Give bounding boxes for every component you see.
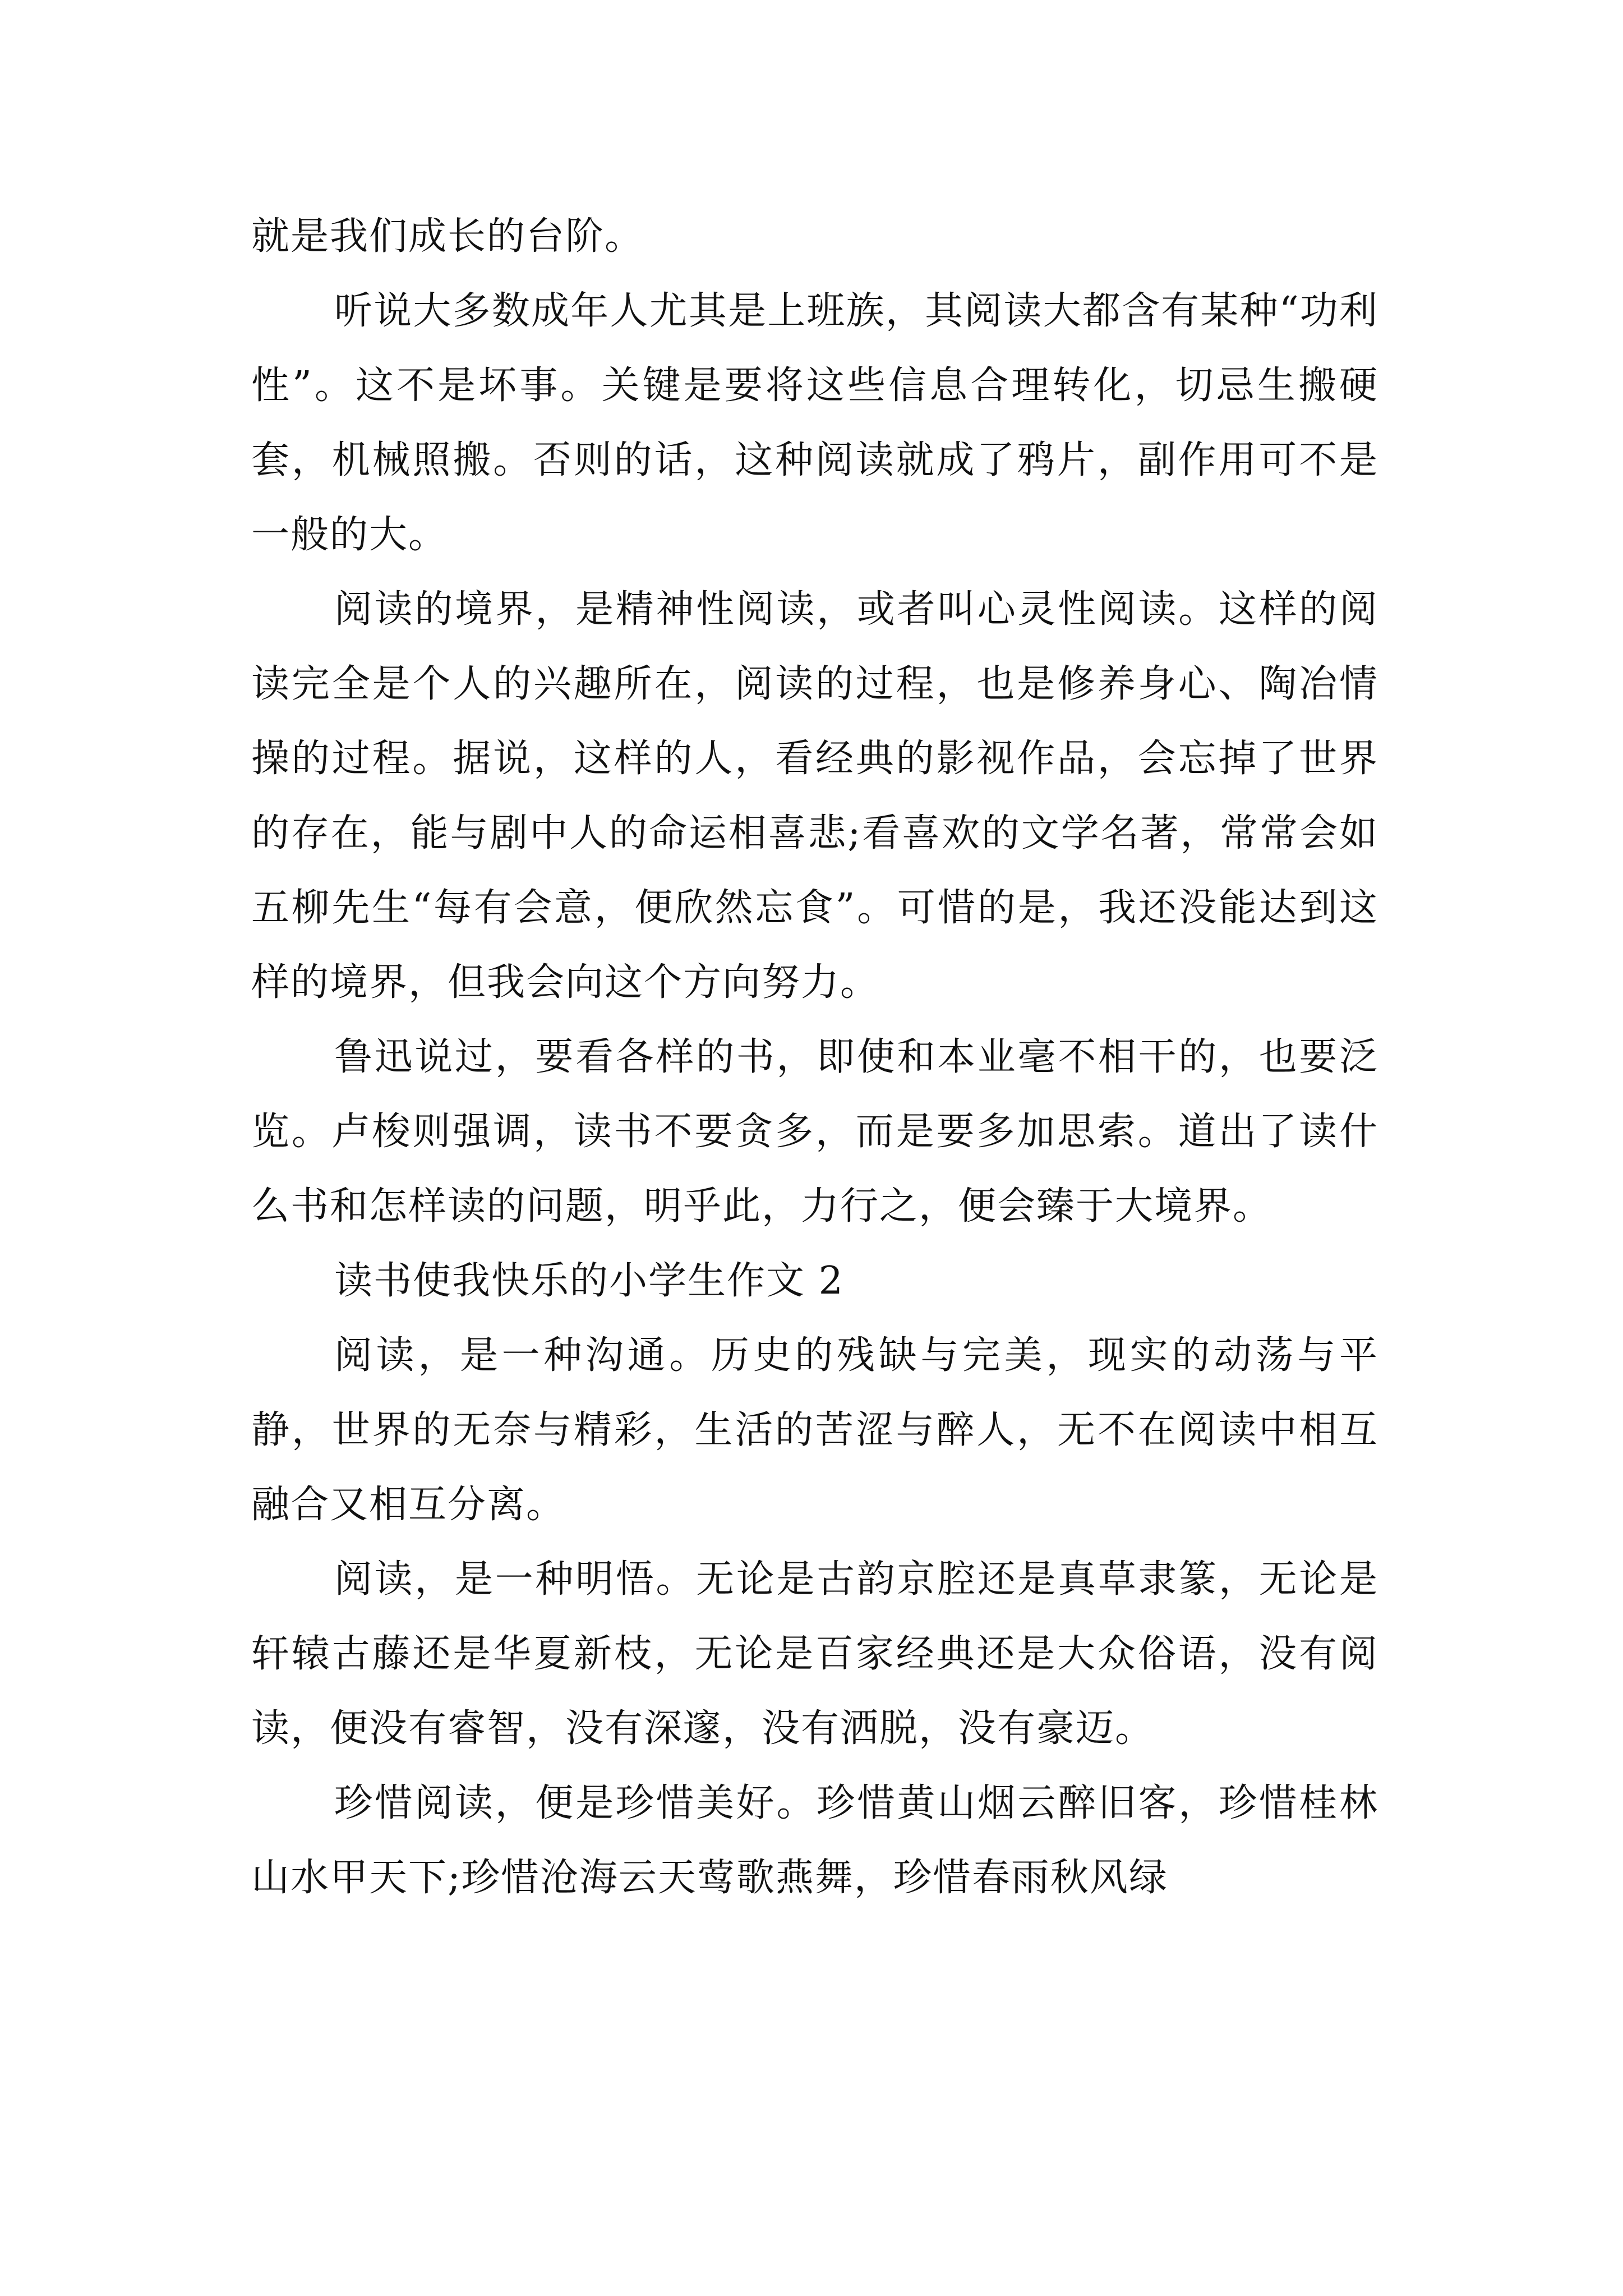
- section-heading: 读书使我快乐的小学生作文 2: [334, 1259, 844, 1303]
- paragraph: 听说大多数成年人尤其是上班族，其阅读大都含有某种“功利性”。这不是坏事。关键是要将这些信息合理转化，切忌生搬硬套，机械照搬。否则的话，这种阅读就成了鸦片，副作用可不是一般的大。: [251, 289, 1378, 557]
- paragraph: 阅读的境界，是精神性阅读，或者叫心灵性阅读。这样的阅读完全是个人的兴趣所在，阅读的过程，也是修养身心、陶冶情操的过程。据说，这样的人，看经典的影视作品，会忘掉了世界的存在，能与剧中人的命运相喜悲;看喜欢的文学名著，常常会如五柳先生“每有会意，便欣然忘食”。可惜的是，我还没能达到这样的境界，但我会向这个方向努力。: [251, 587, 1378, 1005]
- paragraph: 阅读，是一种沟通。历史的残缺与完美，现实的动荡与平静，世界的无奈与精彩，生活的苦涩与醉人，无不在阅读中相互融合又相互分离。: [251, 1333, 1378, 1527]
- document-body: [251, 199, 1378, 1915]
- paragraph: 阅读，是一种明悟。无论是古韵京腔还是真草隶篆，无论是轩辕古藤还是华夏新枝，无论是百家经典还是大众俗语，没有阅读，便没有睿智，没有深邃，没有洒脱，没有豪迈。: [251, 1557, 1378, 1751]
- paragraph: 鲁迅说过，要看各样的书，即使和本业毫不相干的，也要泛览。卢梭则强调，读书不要贪多，而是要多加思索。道出了读什么书和怎样读的问题，明乎此，力行之，便会臻于大境界。: [251, 1035, 1378, 1228]
- paragraph: 珍惜阅读，便是珍惜美好。珍惜黄山烟云醉旧客，珍惜桂林山水甲天下;珍惜沧海云天莺歌燕舞，珍惜春雨秋风绿: [251, 1781, 1378, 1900]
- paragraph: 就是我们成长的台阶。: [251, 214, 644, 259]
